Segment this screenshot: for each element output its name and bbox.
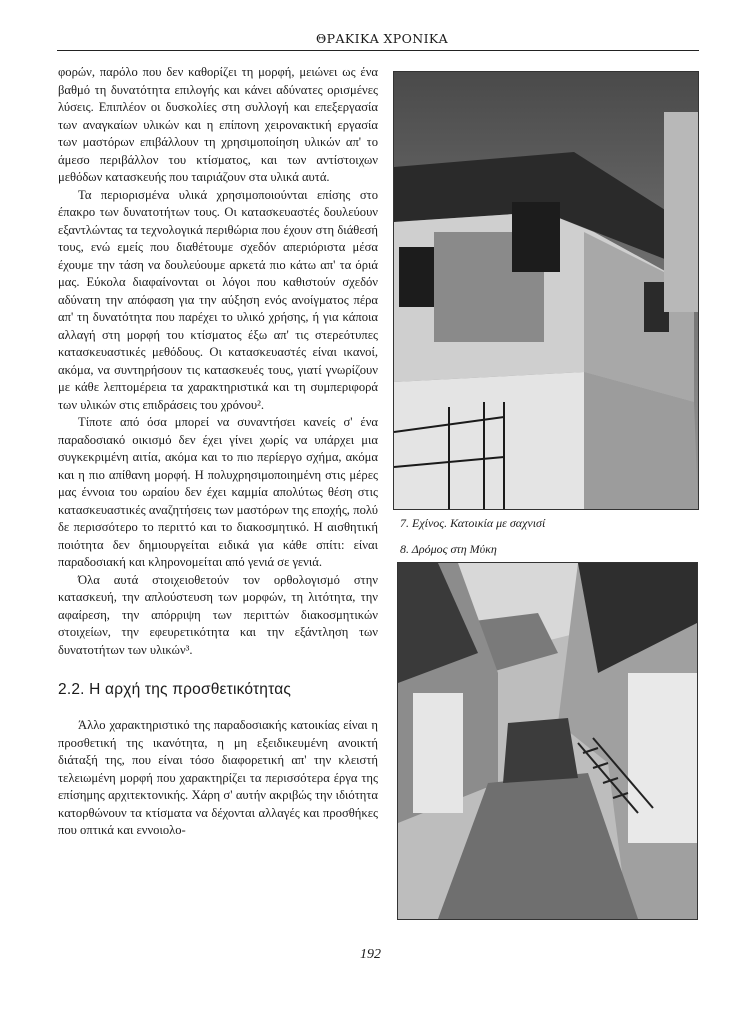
page-number: 192 — [360, 947, 381, 962]
running-head: ΘΡΑΚΙΚΑ ΧΡΟΝΙΚΑ — [316, 31, 449, 46]
photo-house-sachnisi — [393, 71, 699, 510]
main-text-column — [58, 64, 378, 840]
caption-photo-7: 7. Εχίνος. Κατοικία με σαχνισί — [400, 516, 546, 530]
header-rule — [57, 50, 699, 51]
body-paragraph-2: Τα περιορισμένα υλικά χρησιμοποιούνται επίσης στο έπακρο των δυνατοτήτων τους. Οι κατασκευαστές δουλεύουν εξαντλώντας τα τεχνολογικά περιθώρια που έχουν στη διάθεσή τους, ενώ εμείς που διαθέτουμε σχεδόν απεριόριστα μέσα έχουμε την τάση να δουλεύουμε αρκετά πιο κάτω απ' τα όριά μας. Εύκολα διαφαίνονται οι λόγοι που καθιστούν σχεδόν αδύνατη την απόφαση για την αύξηση ενός ανοίγματος πέρα απ' τη δυνατότητα που παρέχει το υλικό χρήσης, ή για κάποια αλλαγή στη μορφή του κτίσματος έξω απ' τις στερεότυπες κατασκευαστικές μεθόδους. Οι κατασκευαστές είναι ικανοί, ακόμα, να συντηρήσουν τις κατασκευές τους, γιατί γνωρίζουν με κάθε λεπτομέρεια τα χαρακτηριστικά και τη συμπεριφορά των υλικών στις επιδράσεις του χρόνου². — [58, 187, 378, 412]
caption-photo-8: 8. Δρόμος στη Μύκη — [400, 542, 497, 556]
section-paragraph: Άλλο χαρακτηριστικό της παραδοσιακής κατοικίας είναι η προσθετική της ικανότητα, η μη εξειδικευμένη ανοικτή διάταξή της, που είναι τόσο διαφορετική απ' την κλειστή τελειωμένη μορφή που χαρακτηρίζει τα περισσότερα έργα της επίσημης αρχιτεκτονικής. Χάρη σ' αυτήν ακριβώς την ιδιότητα κατορθώνουν τα κτίσματα να δέχονται αλλαγές και προσθήκες που οπτικά και εννοιολο- — [58, 718, 378, 837]
body-paragraph-4: Όλα αυτά στοιχειοθετούν τον ορθολογισμό στην κατασκευή, την απλούστευση των μορφών, τη λιτότητα, την αφαίρεση, την απόρριψη των περιττών διακοσμητικών στοιχείων, την εφευρετικότητα και την εξάντληση των δυνατοτήτων των υλικών³. — [58, 572, 378, 657]
section-heading: 2.2. Η αρχή της προσθετικότητας — [58, 681, 292, 698]
body-paragraph-1: φορών, παρόλο που δεν καθορίζει τη μορφή, μειώνει ως ένα βαθμό τη δυνατότητα επιλογής και κάνει αδύνατες ορισμένες λύσεις. Επιπλέον οι δυσκολίες στη συλλογή και επεξεργασία των αναγκαίων υλικών και η επίπονη χειρονακτική εργασία των μαστόρων επιβάλλουν τη χρησιμοποίηση υλικών απ' το άμεσο περιβάλλον του κτίσματος, και των αντίστοιχων μεθόδων κατασκευής που ταιριάζουν στα υλικά αυτά. — [58, 65, 378, 184]
body-paragraph-3: Τίποτε από όσα μπορεί να συναντήσει κανείς σ' ένα παραδοσιακό οικισμό δεν έχει γίνει χωρίς να υπάρχει μια συγκεκριμένη αιτία, ακόμα και το πιο περίεργο σχήμα, ακόμα και η πιο απίθανη μορφή. Η πολυχρησιμοποιημένη στις μέρες μας έννοια του ωραίου δεν έχει καμμία απολύτως θέση στις κατασκευαστικές αναζητήσεις των μαστόρων της εποχής, πολύ δε περισσότερο το περιττό και το διακοσμητικό. Η αισθητική ποιότητα δεν δημιουργείται ειδικά για κάθε σπίτι: είναι παραδοσιακή και κληρονομείται από γενιά σε γενιά. — [58, 415, 378, 569]
photo-street-myki — [397, 562, 698, 920]
